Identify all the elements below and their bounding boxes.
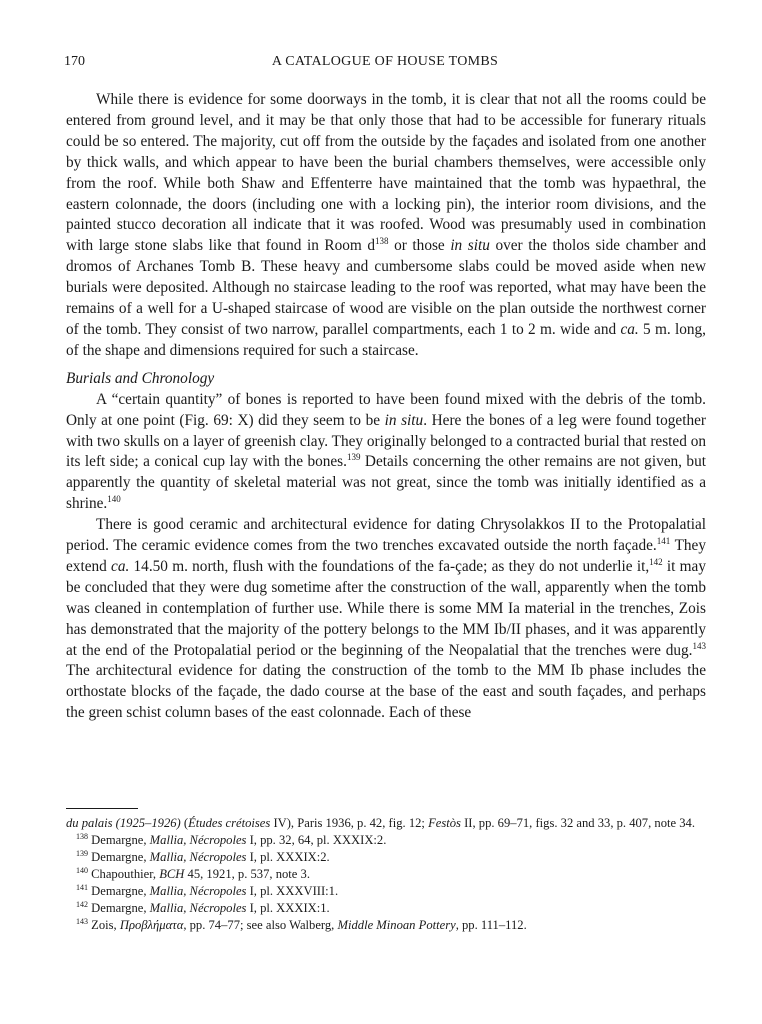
footnote-ref-143[interactable]: 143 — [692, 640, 706, 651]
footnote-divider — [66, 808, 138, 809]
paragraph-dating: There is good ceramic and architectural evidence for dating Chrysolakkos II to the Protopalatial period. The ceramic evidence comes from the two trenches excavated outside the north façade.$^{141}$ They extend ca. 14.50 m. north, flush with the foundations of the fa-çade; as they do not underlie it,$^{142}$ it may be concluded that they were dug sometime after the construction of the wall, apparently when the tomb was cleaned in contemplation of further use. While there is some MM Ia material in the trenches, Zois has demonstrated that the majority of the pottery belongs to the MM Ib/II phases, and it was apparently at the end of the Protopalatial period or the beginning of the Neopalatial that the trenches were dug.$^{143}$ The architectural evidence for dating the construction of the tomb to the MM Ib phase includes the orthostate blocks of the façade, the dado course at the base of the east and south façades, and perhaps the green schist column bases of the east colonnade. Each of these — [66, 516, 706, 722]
paragraph-bones: A “certain quantity” of bones is reported to have been found mixed with the debris of the tomb. Only at one point (Fig. 69: X) did they seem to be in situ. Here the bones of a leg were found together with two skulls on a layer of greenish clay. They originally belonged to a contracted burial that rested on its left side; a conical cup lay with the bones.$^{139}$ Details concerning the other remains are not given, but apparently the quantity of skeletal material was not great, since the tomb was initially identified as a shrine.$^{140}$ — [66, 390, 706, 513]
footnote-141: $^{141}$ Demargne, Mallia, Nécropoles I, pl. XXXVIII:1. — [76, 882, 339, 898]
footnote-143: $^{143}$ Zois, Προβλήματα, pp. 74–77; see also Walberg, Middle Minoan Pottery, pp. 111–112. — [76, 916, 527, 932]
footnote-continuation: du palais (1925–1926) (Études crétoises IV), Paris 1936, p. 42, fig. 12; Festòs II, pp. 69–71, figs. 32 and 33, p. 407, note 34. — [66, 816, 695, 830]
footnote-142: $^{142}$ Demargne, Mallia, Nécropoles I, pl. XXXIX:1. — [76, 899, 330, 915]
main-text — [66, 90, 706, 724]
footnote-ref-141[interactable]: 141 — [656, 535, 671, 546]
footnote-139: $^{139}$ Demargne, Mallia, Nécropoles I, pl. XXXIX:2. — [76, 848, 330, 864]
footnote-ref-142[interactable]: 142 — [649, 556, 663, 567]
section-heading: Burials and Chronology — [66, 369, 215, 387]
footnote-ref-140[interactable]: 140 — [107, 494, 121, 505]
footnote-138: $^{138}$ Demargne, Mallia, Nécropoles I, pp. 32, 64, pl. XXXIX:2. — [76, 831, 387, 847]
running-header — [64, 54, 706, 74]
paragraph-roof-access: While there is evidence for some doorways in the tomb, it is clear that not all the rooms could be entered from ground level, and it may be that only those that had to be accessible for funerary rituals could be so entered. The majority, cut off from the outside by the façades and isolated from one another by thick walls, and which appear to have been the burial chambers themselves, were accessible only from the roof. While both Shaw and Effenterre have maintained that the tomb was hypaethral, the eastern colonnade, the doors (including one with a locking pin), the interior room divisions, and the painted stucco decoration all indicate that it was roofed. Wood was presumably used in combination with large stone slabs like that found in Room $d^{138}$ or those in situ over the tholos side chamber and dromos of Archanes Tomb B. These heavy and cumbersome slabs could be moved aside when new burials were deposited. Although no staircase leading to the roof was reported, what may have been the remains of a well for a U-shaped staircase of wood are visible on the plan outside the northwest corner of the tomb. They consist of two narrow, parallel compartments, each 1 to 2 m. wide and ca. 5 m. long, of the shape and dimensions required for such a staircase. — [66, 91, 707, 359]
footnote-140: $^{140}$ Chapouthier, BCH 45, 1921, p. 537, note 3. — [76, 865, 310, 881]
footnote-ref-139[interactable]: 139 — [346, 452, 361, 463]
running-title: A CATALOGUE OF HOUSE TOMBS — [271, 54, 499, 69]
page-number: 170 — [64, 54, 85, 69]
footnote-ref-138[interactable]: 138 — [375, 236, 389, 247]
footnotes — [66, 815, 706, 934]
